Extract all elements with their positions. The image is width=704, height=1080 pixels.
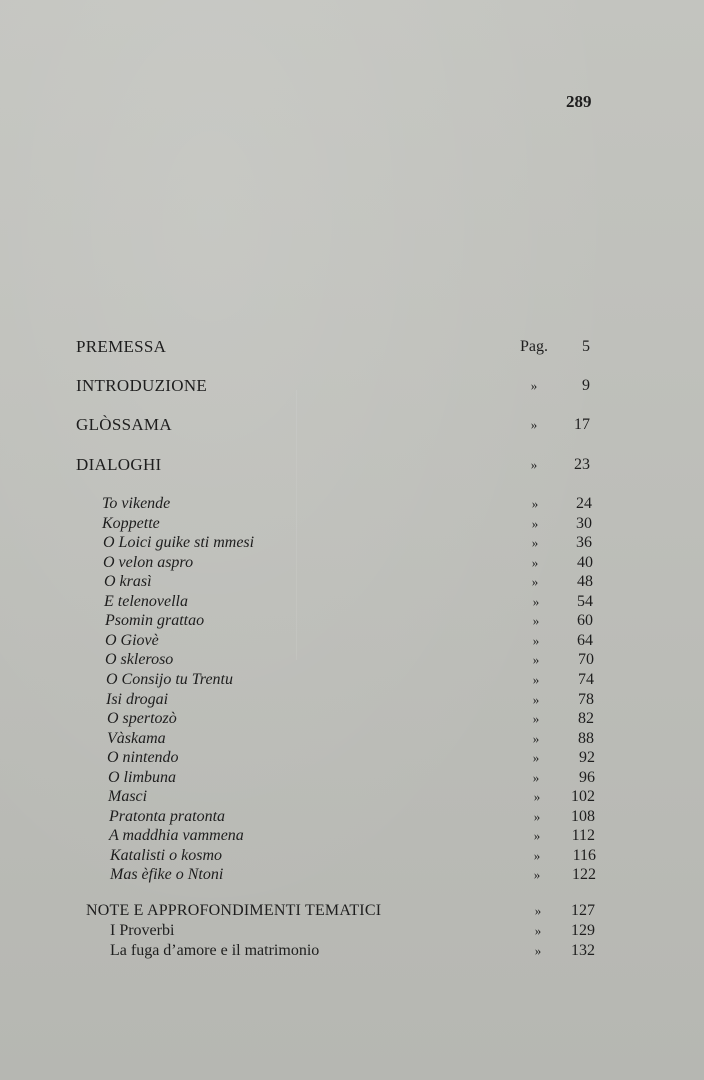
- entry-title: O nintendo: [107, 749, 179, 766]
- entry-page-number: 64: [577, 632, 593, 649]
- toc-dialogue-entry: [0, 825, 704, 847]
- entry-title: O spertozò: [107, 710, 177, 727]
- entry-title: Koppette: [102, 515, 160, 532]
- entry-page-marker: »: [532, 613, 540, 628]
- toc-dialogue-entry: [0, 747, 704, 769]
- entry-page-number: 78: [578, 691, 594, 708]
- toc-note-subentry: [0, 920, 704, 942]
- entry-page-marker: »: [533, 867, 541, 882]
- entry-page-number: 30: [576, 515, 592, 532]
- toc-dialogue-entry: [0, 864, 704, 886]
- entry-page-number: 127: [571, 902, 595, 919]
- entry-title: Isi drogai: [106, 691, 169, 708]
- entry-page-marker: »: [530, 417, 538, 432]
- entry-page-number: 54: [577, 593, 593, 610]
- entry-page-number: 129: [571, 922, 595, 939]
- entry-page-marker: »: [532, 692, 540, 707]
- entry-page-number: 17: [574, 416, 590, 433]
- entry-page-marker: »: [532, 731, 540, 746]
- entry-title: Vàskama: [107, 730, 166, 747]
- entry-title: Pratonta pratonta: [109, 808, 226, 825]
- entry-page-marker: »: [534, 943, 542, 958]
- entry-page-marker: »: [532, 672, 540, 687]
- entry-page-number: 74: [578, 671, 594, 688]
- entry-page-number: 23: [574, 456, 590, 473]
- entry-page-number: 108: [571, 808, 595, 825]
- entry-page-marker: »: [532, 750, 540, 765]
- toc-dialogue-entry: [0, 493, 704, 515]
- toc-dialogue-entry: [0, 610, 704, 632]
- entry-page-marker: »: [534, 903, 542, 918]
- entry-title: O krasì: [104, 573, 152, 590]
- toc-dialogue-entry: [0, 708, 704, 730]
- toc-note-entry: [0, 900, 704, 922]
- toc-dialogue-entry: [0, 571, 704, 593]
- entry-title: La fuga d’amore e il matrimonio: [110, 942, 320, 959]
- entry-title: O Consijo tu Trentu: [106, 671, 233, 688]
- page-number: 289: [566, 92, 592, 111]
- entry-page-marker: »: [532, 770, 540, 785]
- entry-title: A maddhia vammena: [109, 827, 244, 844]
- entry-title: I Proverbi: [110, 922, 175, 939]
- entry-title: Katalisti o kosmo: [110, 847, 223, 864]
- entry-title: INTRODUZIONE: [76, 376, 208, 395]
- entry-title: DIALOGHI: [76, 455, 162, 474]
- entry-page-marker: »: [530, 378, 538, 393]
- toc-dialogue-entry: [0, 649, 704, 671]
- entry-title: O limbuna: [108, 769, 176, 786]
- entry-page-marker: »: [531, 555, 539, 570]
- entry-page-number: 5: [582, 338, 590, 355]
- toc-main-entry: [0, 414, 704, 436]
- toc-main-entry: [0, 454, 704, 476]
- entry-title: To vikende: [102, 495, 171, 512]
- entry-page-number: 112: [571, 827, 595, 844]
- entry-page-number: 116: [572, 847, 596, 864]
- entry-title: O skleroso: [105, 651, 174, 668]
- entry-page-marker: »: [533, 809, 541, 824]
- entry-page-number: 132: [571, 942, 595, 959]
- entry-page-number: 70: [578, 651, 594, 668]
- toc-dialogue-entry: [0, 786, 704, 808]
- entry-title: GLÒSSAMA: [76, 415, 172, 434]
- entry-title: E telenovella: [104, 593, 188, 610]
- entry-page-marker: »: [530, 457, 538, 472]
- toc-main-entry: [0, 375, 704, 397]
- entry-page-number: 40: [577, 554, 593, 571]
- entry-title: Psomin grattao: [105, 612, 205, 629]
- entry-page-number: 96: [579, 769, 595, 786]
- entry-page-marker: »: [533, 828, 541, 843]
- entry-page-marker: »: [533, 848, 541, 863]
- entry-page-number: 48: [577, 573, 593, 590]
- entry-page-number: 122: [572, 866, 596, 883]
- entry-page-marker: »: [532, 652, 540, 667]
- entry-title: NOTE E APPROFONDIMENTI TEMATICI: [86, 902, 382, 919]
- entry-page-marker: »: [531, 535, 539, 550]
- entry-title: O velon aspro: [103, 554, 194, 571]
- entry-page-marker: »: [531, 574, 539, 589]
- toc-main-entry: [0, 336, 704, 358]
- entry-page-marker: »: [532, 594, 540, 609]
- entry-page-number: 24: [576, 495, 592, 512]
- entry-page-marker: »: [532, 633, 540, 648]
- entry-page-number: 9: [582, 377, 590, 394]
- entry-title: Masci: [108, 788, 148, 805]
- entry-page-marker: »: [531, 496, 539, 511]
- entry-title: Mas èfike o Ntoni: [110, 866, 224, 883]
- entry-page-number: 102: [571, 788, 595, 805]
- toc-dialogue-entry: [0, 532, 704, 554]
- entry-page-number: 36: [576, 534, 592, 551]
- entry-page-marker: Pag.: [520, 338, 548, 355]
- toc-dialogue-entry: [0, 669, 704, 691]
- entry-title: PREMESSA: [76, 337, 167, 356]
- entry-title: O Giovè: [105, 632, 159, 649]
- entry-page-marker: »: [534, 923, 542, 938]
- entry-page-number: 92: [579, 749, 595, 766]
- entry-title: O Loici guike sti mmesi: [103, 534, 255, 551]
- entry-page-marker: »: [531, 516, 539, 531]
- entry-page-marker: »: [532, 711, 540, 726]
- entry-page-number: 82: [578, 710, 594, 727]
- toc-note-subentry: [0, 940, 704, 962]
- entry-page-marker: »: [533, 789, 541, 804]
- entry-page-number: 88: [578, 730, 594, 747]
- entry-page-number: 60: [577, 612, 593, 629]
